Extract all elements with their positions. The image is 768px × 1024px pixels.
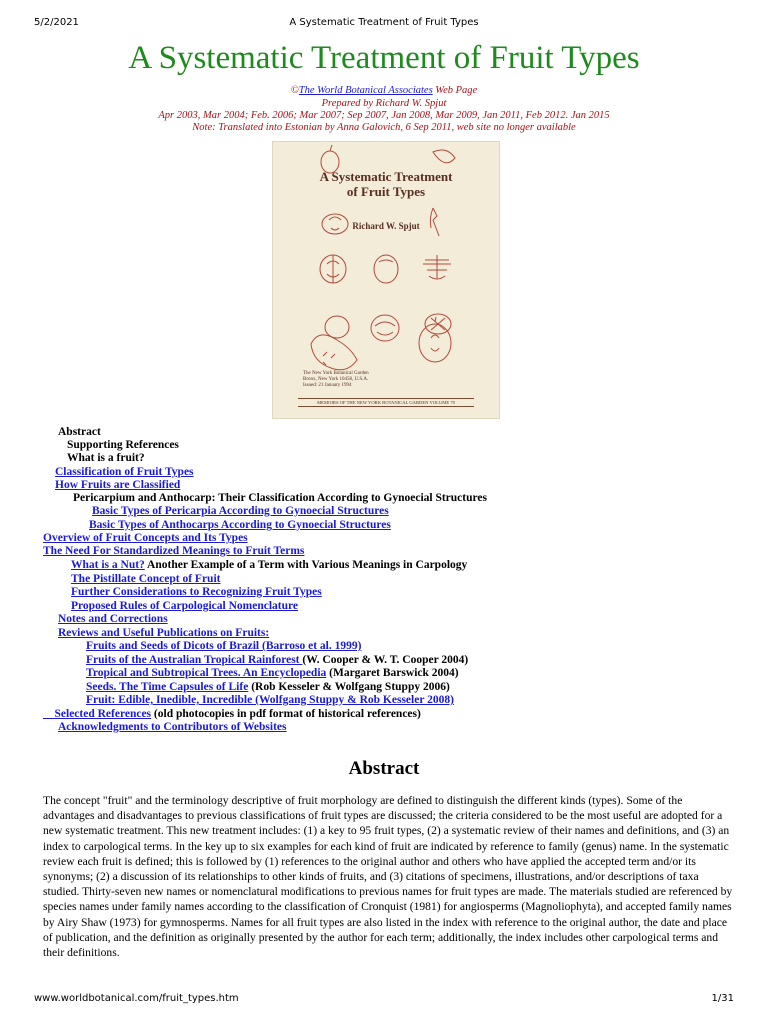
toc-brazil [86,640,361,653]
toc-proposed-rules-link[interactable]: Proposed Rules of Carpological Nomenclature [71,600,299,612]
toc-abstract [58,426,101,439]
toc-need-standardized [43,545,304,558]
toc-tropical-trees [86,667,459,680]
toc-what-is-nut-desc: Another Example of a Term with Various Meanings in Carpology [144,559,468,571]
cover-author: Richard W. Spjut [352,221,420,231]
toc-classification-link[interactable]: Classification of Fruit Types [55,466,194,478]
print-footer-url: www.worldbotanical.com/fruit_types.htm [34,993,239,1004]
translation-note: Note: Translated into Estonian by Anna Galovich, 6 Sep 2011, web site no longer available [192,122,576,133]
toc-what-is-fruit-label: What is a fruit? [67,452,145,464]
toc-selected-references-link[interactable]: Selected References [43,708,152,720]
cover-title-line1: A Systematic Treatment [319,169,453,184]
page-title: A Systematic Treatment of Fruit Types [128,40,640,76]
toc-acknowledgments-link[interactable]: Acknowledgments to Contributors of Websites [58,721,287,733]
toc-reviews [58,627,269,640]
toc-further-considerations-link[interactable]: Further Considerations to Recognizing Fruit Types [71,586,322,598]
toc-notes-corrections-link[interactable]: Notes and Corrections [58,613,168,625]
toc-supporting-references-label: Supporting References [67,439,179,451]
toc-seeds-link[interactable]: Seeds. The Time Capsules of Life [86,681,249,693]
toc-tropical-trees-author: (Margaret Barswick 2004) [326,667,459,679]
print-page-number: 1/31 [711,993,734,1004]
revision-dates: Apr 2003, Mar 2004; Feb. 2006; Mar 2007; Sep 2007, Jan 2008, Mar 2009, Jan 2011, Feb 2012. Jan 2015 [158,110,610,121]
book-cover-image [272,141,500,419]
prepared-by: Prepared by Richard W. Spjut [321,98,447,109]
toc-pistillate [71,573,220,586]
toc-what-is-nut [71,559,467,572]
toc-proposed-rules [71,600,298,613]
toc-australian-link[interactable]: Fruits of the Australian Tropical Rainforest [86,654,303,666]
toc-pericarpia-types-link[interactable]: Basic Types of Pericarpia According to Gynoecial Structures [92,505,389,517]
toc-pistillate-link[interactable]: The Pistillate Concept of Fruit [71,573,221,585]
abstract-heading: Abstract [348,758,420,779]
toc-brazil-link[interactable]: Fruits and Seeds of Dicots of Brazil (Barroso et al. 1999) [86,640,362,652]
web-page-label: Web Page [432,85,478,96]
abstract-paragraph: The concept "fruit" and the terminology descriptive of fruit morphology are defined to distinguish the different kinds (types). Some of the advantages and disadvantages to previous classifications of fruit types are discussed; the criteria considered to be the most useful are adopted for a new systematic treatment. This new treatment includes: (1) a key to 95 fruit types, (2) a systematic review of their names and definitions, and (3) an index to carpological terms. In the key up to six examples for each kind of fruit are indicated by reference to family (genus) name. In the systematic review each fruit is defined; this is followed by (1) references to the original author and others who have applied the accepted term and/or its synonyms; (2) a discussion of its relationships to other kinds of fruits, and (3) citations of specimens, illustrations, and/or descriptions of taxa studied. Thirty-seven new names or nomenclatural modifications to previous names for fruit types are made. The materials studied are referenced by species names under family names according to the classification of Cronquist (1981) for angiosperms (Magnoliophyta), and accepted family names by Airy Shaw (1973) for gymnosperms. Names for all fruit types are also listed in the index with reference to the original author, the date and place of publication, and the definition as originally presented by the author for each term; additionally, the index includes other carpological terms and their definitions. [43,794,733,960]
toc-selected-references-desc: (old photocopies in pdf format of historical references) [151,708,421,720]
toc-australian-authors: (W. Cooper & W. T. Cooper 2004) [302,654,469,666]
print-date: 5/2/2021 [34,17,79,28]
toc-pericarpium-label: Pericarpium and Anthocarp: Their Classification According to Gynoecial Structures [73,492,487,504]
toc-pericarpium [73,492,487,505]
toc-anthocarps-types [89,519,391,532]
cover-publisher-line1: The New York Botanical Garden [303,371,369,376]
toc-fruit-edible [86,694,454,707]
toc-what-is-nut-link[interactable]: What is a Nut? [71,559,145,571]
cover-title-line2: of Fruit Types [346,184,426,199]
toc-acknowledgments [58,721,287,734]
toc-supporting-references [67,439,179,452]
toc-notes-corrections [58,613,168,626]
toc-abstract-label: Abstract [58,426,101,438]
world-botanical-link[interactable]: The World Botanical Associates [298,85,433,96]
toc-overview-link[interactable]: Overview of Fruit Concepts and Its Types [43,532,248,544]
toc-what-is-fruit [67,452,145,465]
toc-need-standardized-link[interactable]: The Need For Standardized Meanings to Fruit Terms [43,545,305,557]
toc-how-classified-link[interactable]: How Fruits are Classified [55,479,181,491]
toc-further-considerations [71,586,322,599]
cover-publisher-line3: Issued: 21 January 1994 [303,383,352,388]
toc-reviews-link[interactable]: Reviews and Useful Publications on Fruits: [58,627,270,639]
copyright-line [0,84,768,97]
toc-classification [55,466,194,479]
toc-seeds [86,681,450,694]
toc-fruit-edible-link[interactable]: Fruit: Edible, Inedible, Incredible (Wolfgang Stuppy & Rob Kesseler 2008) [86,694,454,706]
toc-tropical-trees-link[interactable]: Tropical and Subtropical Trees. An Encyclopedia [86,667,327,679]
cover-memoirs: MEMOIRS OF THE NEW YORK BOTANICAL GARDEN VOLUME 70 [298,398,474,407]
toc-australian [86,654,468,667]
toc-overview [43,532,248,545]
toc-anthocarps-types-link[interactable]: Basic Types of Anthocarps According to Gynoecial Structures [89,519,391,531]
cover-publisher-line2: Bronx, New York 10458, U.S.A. [303,377,369,382]
print-header-title: A Systematic Treatment of Fruit Types [289,17,479,28]
copyright-symbol: © [290,85,299,96]
toc-pericarpia-types [92,505,389,518]
toc-how-classified [55,479,180,492]
toc-selected-references [43,708,421,721]
toc-seeds-authors: (Rob Kesseler & Wolfgang Stuppy 2006) [248,681,450,693]
